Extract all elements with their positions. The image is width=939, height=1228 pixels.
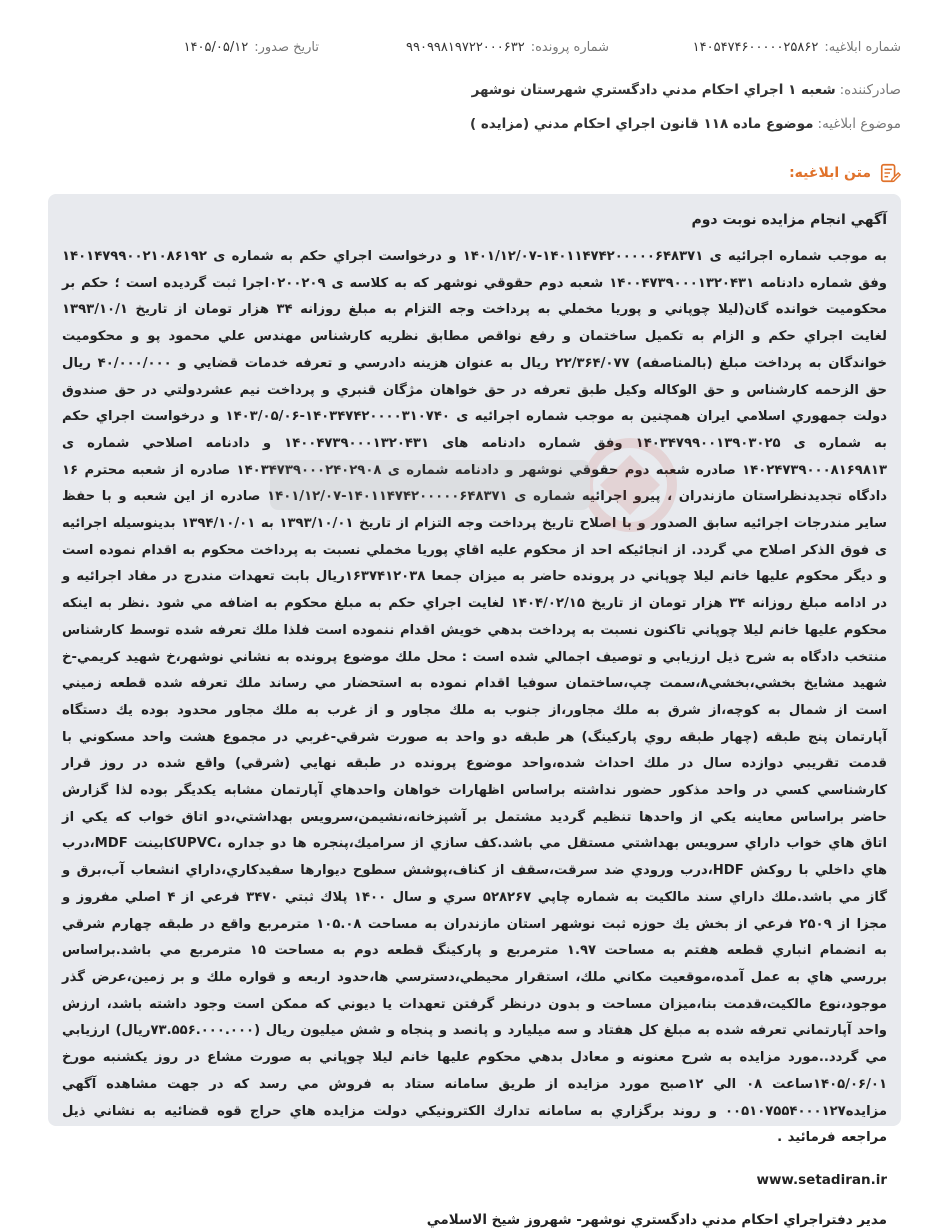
issuer-label: صادرکننده: [839,82,901,98]
section-header [789,160,901,186]
subject-value: موضوع ماده ۱۱۸ قانون اجراي احكام مدني (مزايده ) [469,116,814,132]
case-number-label: شماره پرونده: [530,40,609,55]
case-number-value: ۹۹۰۹۹۸۱۹۷۲۲۰۰۰۶۳۲ [406,40,525,55]
subject-line [470,116,901,132]
notice-body: به موجب شماره اجرائيه ی ۱۴۰۱۱۴۷۴۲۰۰۰۰۰۶۴۸۳۷۱-۱۴۰۱/۱۲/۰۷ و درخواست اجراي حكم به شماره ی ۱۴۰۱۴۷۹۹۰۰۲۱۰۸۶۱۹۲ وفق شماره دادنامه ۱۴۰۰۴۷۳۹۰۰۰۱۳۲۰۴۳۱ شعبه دوم حقوقي نوشهر كه به كلاسه ی ۰۲۰۰۲۰۹اجرا ثبت گرديده است ؛ حكم بر محكوميت خوانده گان(ليلا چوپاني و پوريا مخملي به پرداخت وجه التزام به مبلغ روزانه ۳۴ هزار تومان از تاريخ ۱۳۹۳/۱۰/۱ لغايت اجراي حكم و الزام به تكميل ساختمان و رفع نواقص مطابق نظريه كارشناس مهندس علي محمود پو و محكوميت خواندگان به پرداخت مبلغ (بالمناصفه) ۲۲/۳۶۴/۰۷۷ ريال به عنوان هزينه دادرسي و تعرفه خدمات قضايي و ۴۰/۰۰۰/۰۰۰ ريال حق الزحمه كارشناس و حق الوكاله وكيل طبق تعرفه در حق خواهان مژگان قنبري و پرداخت نيم عشردولتي در حق صندوق دولت جمهوري اسلامي ايران همچنين به موجب شماره اجرائيه ی ۱۴۰۳۴۷۴۲۰۰۰۰۳۱۰۷۴۰-۱۴۰۳/۰۵/۰۶ و درخواست اجراي حكم به شماره ی ۱۴۰۳۴۷۹۹۰۰۱۳۹۰۳۰۲۵ وفق شماره دادنامه های ۱۴۰۰۴۷۳۹۰۰۰۱۳۲۰۴۳۱ و دادنامه اصلاحي شماره ی ۱۴۰۲۴۷۳۹۰۰۰۸۱۶۹۸۱۳ صادره شعبه دوم حقوقي نوشهر و دادنامه شماره ی ۱۴۰۳۴۷۳۹۰۰۰۲۴۰۲۹۰۸ صادره از شعبه محترم ۱۶ دادگاه تجديدنظراستان مازندران ، پيرو اجرائيه شماره ی ۱۴۰۱۱۴۷۴۲۰۰۰۰۰۶۴۸۳۷۱-۱۴۰۱/۱۲/۰۷ صادره از اين شعبه و با حفظ ساير مندرجات اجرائيه سابق الصدور و با اصلاح تاريخ پرداخت وجه التزام از تاريخ ۱۳۹۳/۱۰/۰۱ به ۱۳۹۴/۱۰/۰۱ بدينوسيله اجرائيه ی فوق الذكر اصلاح مي گردد. از انجائيكه احد از محكوم عليه اقاي پوريا مخملي نسبت به پرداخت محكوم به اقدام نموده است و ديگر محكوم عليها خانم ليلا چوپاني در پرونده حاضر به ميزان جمعا ۱۶۳۷۴۱۲۰۳۸ريال بابت تعهدات مندرج در مفاد اجرائيه و در ادامه مبلغ روزانه ۳۴ هزار تومان از تاريخ ۱۴۰۴/۰۲/۱۵ لغايت اجراي حكم به مبلغ محكوم به اضافه مي شود .نظر به اينكه محكوم عليها خانم ليلا چوپاني تاكنون نسبت به پرداخت بدهي خويش اقدام ننموده است فلذا ملك تعرفه شده توسط كارشناس منتخب دادگاه به شرح ذيل ارزيابي و توصيف اجمالي شده است : محل ملك موضوع پرونده به نشاني نوشهر،خ شهيد كريمي-خ شهيد مشايخ بخشي،بخشي۸،سمت چپ،ساختمان سوفيا اقدام نموده به استحضار مي رساند ملك تعرفه شده قطعه زميني است از شمال به كوچه،از شرق به ملك مجاور،از جنوب به ملك مجاور و از غرب به ملك مجاور محدود بوده يك دستگاه آپارتمان پنج طبقه (چهار طبقه روي پاركينگ) هر طبقه دو واحد به صورت شرقي-غربي در مجموع هشت واحد مسكوني با قدمت تقريبي دوازده سال در ملك احداث شده،واحد موضوع پرونده در طبقه نهايي (شرقي) واقع شده در روز قرار كارشناسي كسي در واحد مذكور حضور نداشته براساس اظهارات خواهان واحدهاي آپارتمان مشابه يكديگر بوده لذا گزارش حاضر براساس معاينه يكي از واحدها تنظيم گرديد مشتمل بر آشپزخانه،نشيمن،سرويس بهداشتي،دو اتاق خواب كه يكي از اتاق هاي خواب داراي سرويس بهداشتي مستقل مي باشد.كف سازي از سراميك،پنجره ها دو جداره ،UPVCكابينت MDF،درب هاي داخلي با روكش HDF،درب ورودي ضد سرقت،سقف از كناف،پوشش سطوح ديوارها سفيدكاري،داراي انشعاب آب،برق و گاز مي باشد.ملك داراي سند مالكيت به شماره چاپي ۵۲۸۲۶۷ سري و سال ۱۴۰۰ پلاك ثبتي ۳۴۷۰ فرعي از ۴ اصلي مفروز و مجزا از ۲۵۰۹ فرعي از بخش يك حوزه ثبت نوشهر استان مازندران به مساحت ۱۰۵.۰۸ مترمربع واقع در طبقه چهارم شرقي به انضمام انباري قطعه هفتم به مساحت ۱.۹۷ مترمربع و پاركينگ قطعه دوم به مساحت ۱۵ مترمربع مي باشد.براساس بررسي هاي به عمل آمده،موقعيت مكاني ملك، استقرار محيطي،دسترسي ها،حدود اربعه و قواره ملك و بر زمين،عرض گذر موجود،نوع مالكيت،قدمت بنا،ميزان مساحت و بدون درنظر گرفتن تعهدات يا ديوني كه ممكن است وجود داشته باشد، ارزش واحد آپارتماني تعرفه شده به مبلغ كل هفتاد و سه ميليارد و پانصد و پنجاه و شش ميليون ريال (۷۳.۵۵۶.۰۰۰.۰۰۰ريال) ارزيابي مي گردد..مورد مزايده به شرح معنونه و معادل بدهي محكوم عليها خانم ليلا چوپاني به صورت مشاع در روز يكشنبه مورخ ۱۴۰۵/۰۶/۰۱ساعت ۰۸ الي ۱۲صبح مورد مزايده از طريق سامانه ستاد به فروش مي رسد كه در جهت مشاهده آگهي مزايده۰۰۵۱۰۷۵۵۴۰۰۰۱۲۷ و روند برگزاري به سامانه تدارك الكترونيكي دولت مزايده هاي حراج قوه قضائيه به نشاني ذيل مراجعه فرمائيد . [62,249,888,1146]
issue-date-label: تاریخ صدور: [254,40,319,55]
issue-date-value: ۱۴۰۵/۰۵/۱۲ [183,40,249,55]
subject-label: موضوع ابلاغیه: [817,116,901,132]
issuer-value: شعبه ۱ اجراي احكام مدني دادگستري شهرستان نوشهر [471,82,836,98]
notice-title: آگهي انجام مزايده نوبت دوم [691,212,887,228]
case-number [406,40,609,55]
notice-number [693,40,901,55]
notice-panel [48,194,901,1228]
notice-number-label: شماره ابلاغیه: [824,40,901,55]
website-link[interactable]: www.setadiran.ir [756,1171,887,1188]
signer: مدير دفتراجراي احكام مدني دادگستري نوشهر- شهروز شيخ الاسلامي [426,1211,887,1228]
issue-date [184,40,319,55]
meta-row [0,40,939,62]
issuer-line [472,82,901,98]
document-edit-icon [879,162,901,184]
section-title: متن ابلاغیه: [789,165,871,181]
notice-number-value: ۱۴۰۵۴۷۴۶۰۰۰۰۰۲۵۸۶۲ [692,40,819,55]
